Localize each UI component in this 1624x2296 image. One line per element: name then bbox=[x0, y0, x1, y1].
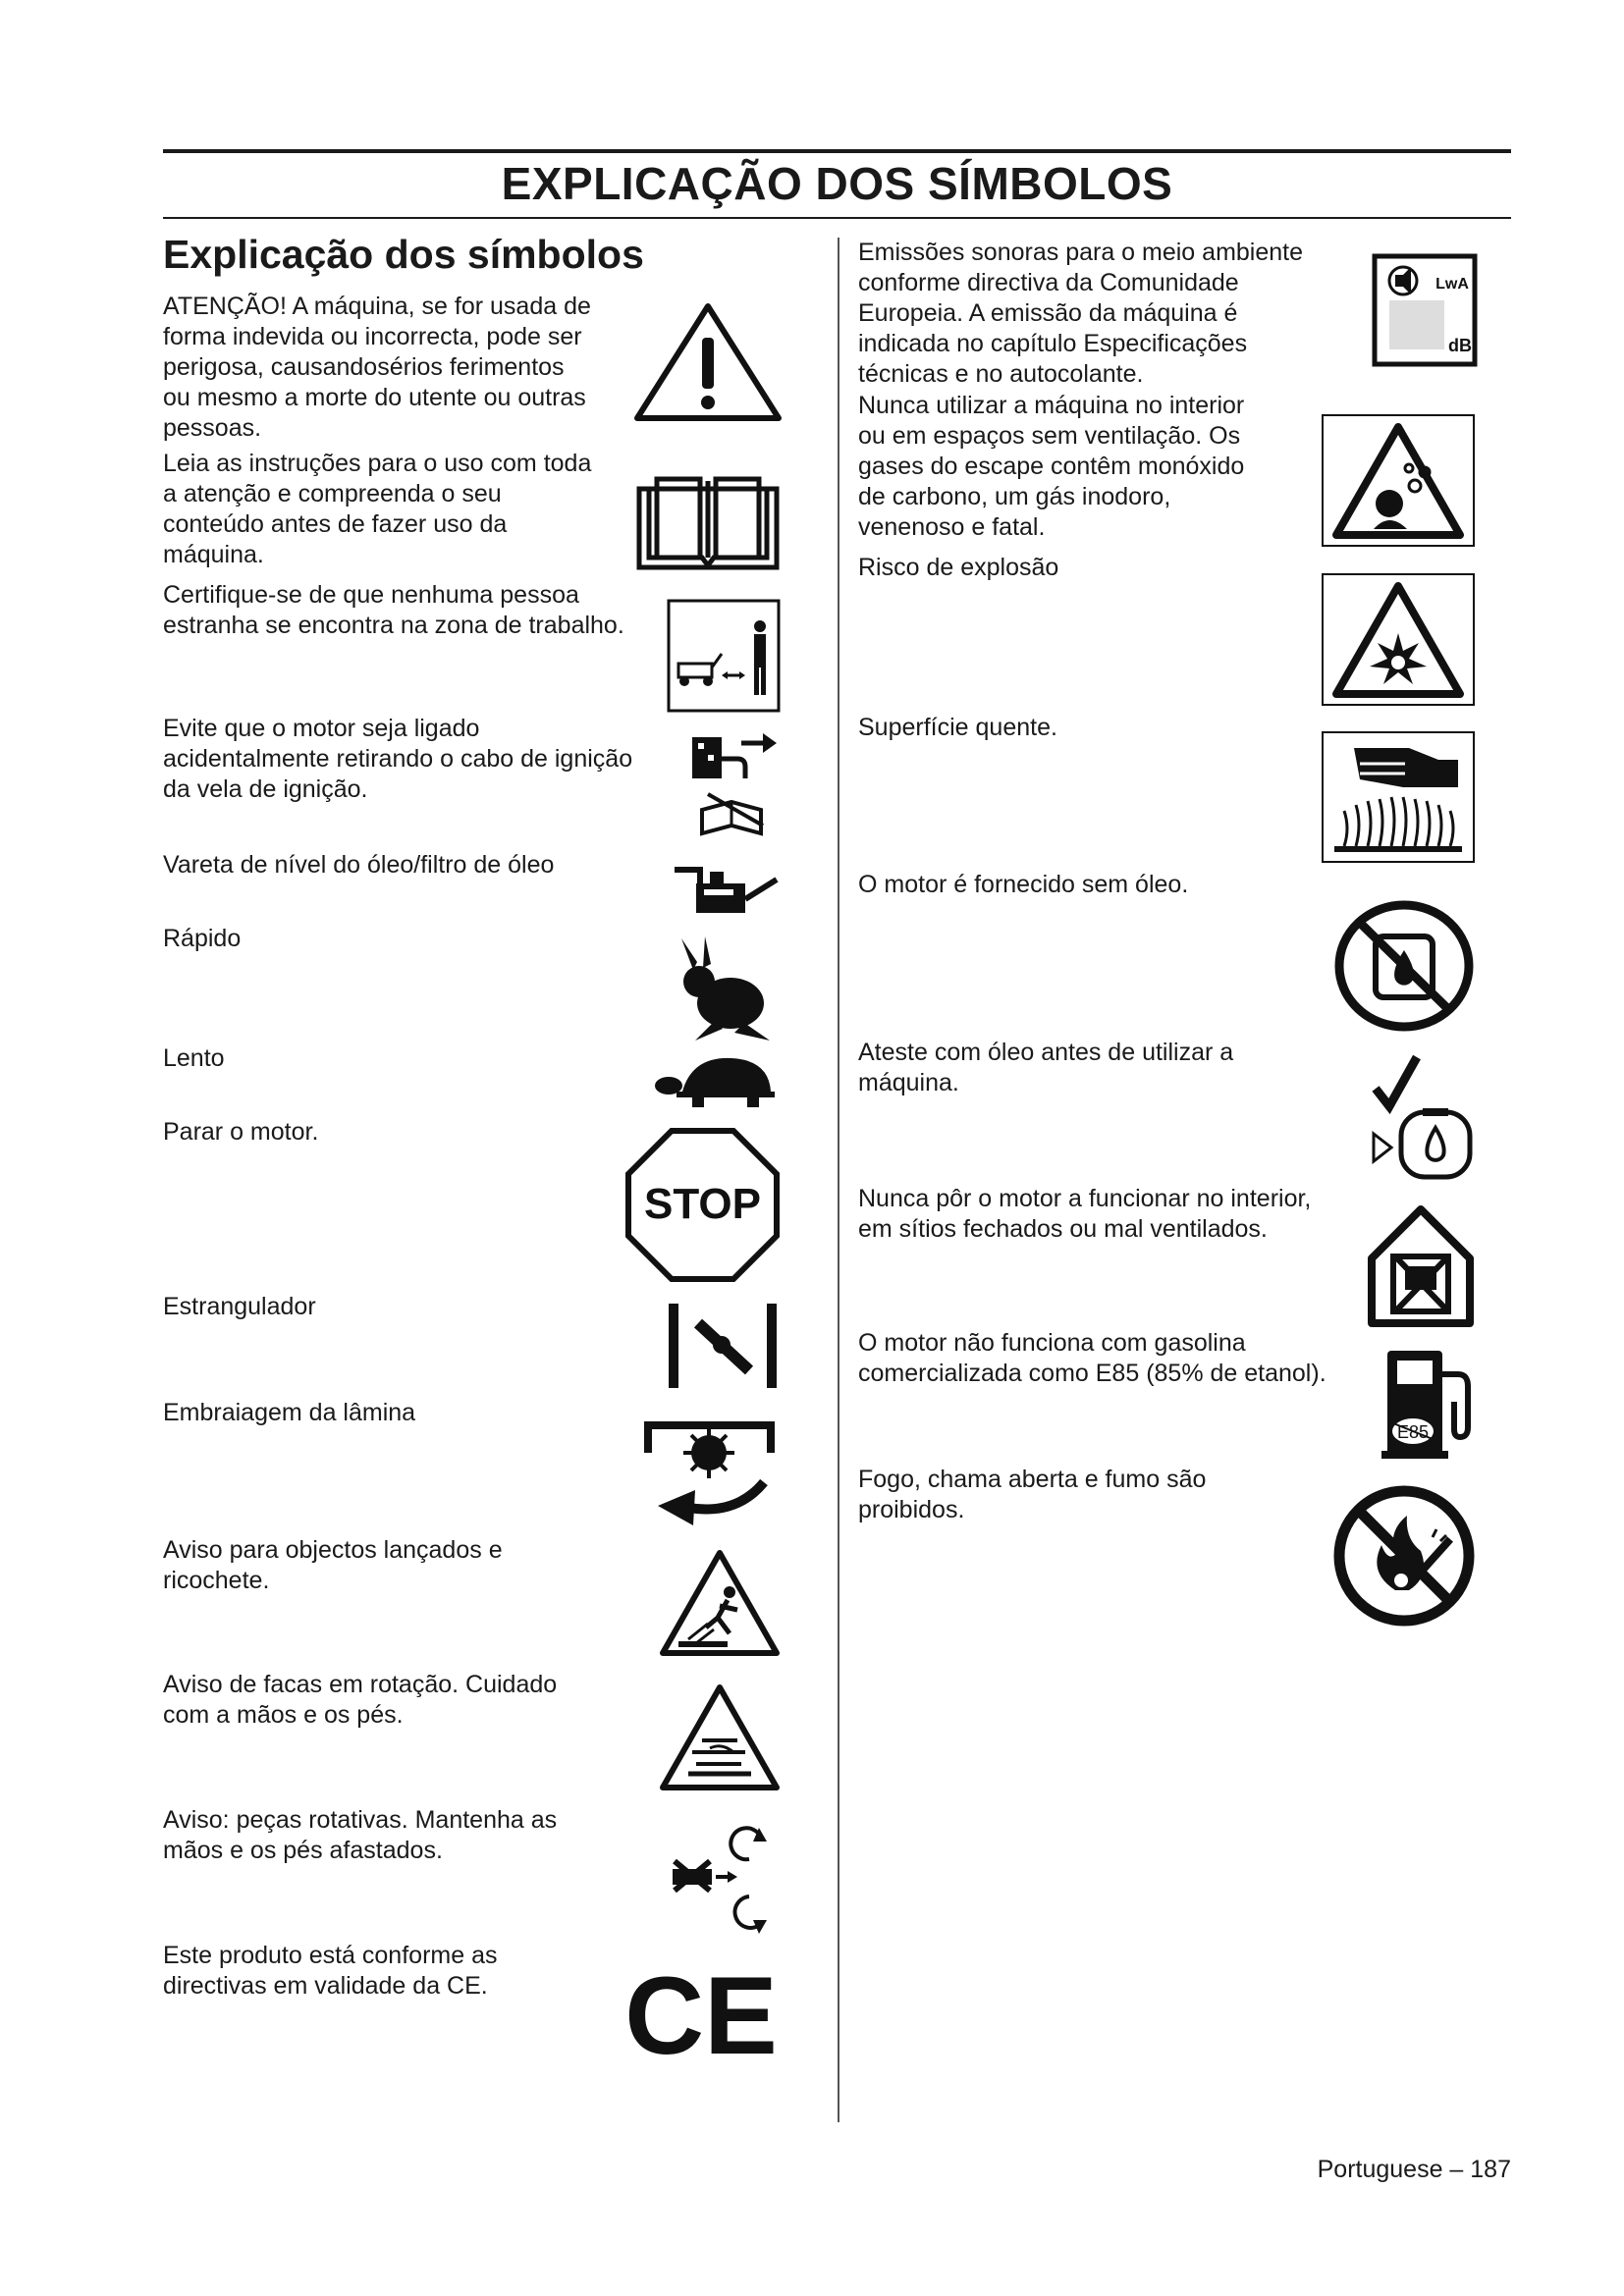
rotating-blades-icon bbox=[659, 1683, 781, 1791]
left-item-text: Leia as instruções para o uso com toda a atenção e compreenda o seu conteúdo antes de fazer uso da máquina. bbox=[163, 450, 592, 568]
hare-icon bbox=[676, 934, 781, 1044]
choke-icon bbox=[665, 1302, 781, 1390]
left-item-text: Evite que o motor seja ligado acidentalmente retirando o cabo de ignição da vela de ignição. bbox=[163, 715, 633, 803]
ce-mark-icon bbox=[623, 1953, 781, 2069]
no-oil-icon bbox=[1330, 897, 1478, 1035]
keep-distance-icon bbox=[667, 599, 781, 713]
oil-can-icon bbox=[671, 860, 781, 925]
ce-mark-label: CE bbox=[624, 1954, 778, 2069]
left-item-text: Certifique-se de que nenhuma pessoa estranha se encontra na zona de trabalho. bbox=[163, 581, 624, 639]
left-item-text: Aviso de facas em rotação. Cuidado com a mãos e os pés. bbox=[163, 1671, 558, 1729]
no-indoor-running-icon bbox=[1364, 1203, 1478, 1329]
tortoise-icon bbox=[653, 1052, 781, 1111]
left-item-text: Vareta de nível do óleo/filtro de óleo bbox=[163, 851, 555, 879]
top-rule bbox=[163, 149, 1511, 153]
right-item-text: Superfície quente. bbox=[858, 714, 1057, 741]
left-item-text: Rápido bbox=[163, 925, 242, 952]
rotating-parts-icon bbox=[663, 1822, 781, 1944]
noise-unit-label: dB bbox=[1448, 336, 1472, 355]
right-item-text: Fogo, chama aberta e fumo são proibidos. bbox=[858, 1466, 1207, 1523]
explosion-icon bbox=[1321, 572, 1476, 707]
right-item-text: Risco de explosão bbox=[858, 554, 1059, 581]
no-fire-icon bbox=[1330, 1482, 1478, 1629]
spark-plug-icon bbox=[682, 723, 781, 847]
left-item-text: Este produto está conforme as directivas em validade da CE. bbox=[163, 1942, 498, 2000]
blade-clutch-icon bbox=[638, 1414, 781, 1529]
page-footer: Portuguese – 187 bbox=[1317, 2156, 1511, 2183]
stop-sign-label: STOP bbox=[643, 1180, 762, 1228]
warning-triangle-icon bbox=[631, 300, 785, 423]
no-e85-icon bbox=[1380, 1345, 1478, 1461]
section-heading: Explicação dos símbolos bbox=[163, 232, 644, 277]
left-item-text: Parar o motor. bbox=[163, 1118, 319, 1146]
right-item-text: Nunca pôr o motor a funcionar no interior, em sítios fechados ou mal ventilados. bbox=[858, 1185, 1312, 1243]
right-item-text: Nunca utilizar a máquina no interior ou em espaços sem ventilação. Os gases do escape contêm monóxido de carbono, um gás inodoro, venenoso e fatal. bbox=[858, 392, 1245, 541]
fill-oil-icon bbox=[1368, 1053, 1478, 1183]
left-item-text: Estrangulador bbox=[163, 1293, 316, 1320]
left-item-text: Aviso: peças rotativas. Mantenha as mãos e os pés afastados. bbox=[163, 1806, 558, 1864]
page-title: EXPLICAÇÃO DOS SÍMBOLOS bbox=[501, 158, 1173, 209]
e85-label: E85 bbox=[1396, 1422, 1430, 1442]
left-item-text: Lento bbox=[163, 1044, 225, 1072]
manual-book-icon bbox=[635, 467, 781, 571]
right-item-text: O motor não funciona com gasolina comercializada como E85 (85% de etanol). bbox=[858, 1329, 1326, 1387]
stop-sign-icon bbox=[624, 1127, 781, 1283]
left-item-text: Embraiagem da lâmina bbox=[163, 1399, 416, 1426]
left-item-text: ATENÇÃO! A máquina, se for usada de forma indevida ou incorrecta, pode ser perigosa, causandosérios ferimentos ou mesmo a morte do utente ou outras pessoas. bbox=[163, 293, 591, 442]
column-divider bbox=[838, 238, 839, 2122]
right-item-text: O motor é fornecido sem óleo. bbox=[858, 871, 1189, 898]
toxic-gas-icon bbox=[1321, 413, 1476, 548]
hot-surface-icon bbox=[1321, 730, 1476, 864]
title-underline bbox=[163, 217, 1511, 219]
right-item-text: Ateste com óleo antes de utilizar a máquina. bbox=[858, 1039, 1234, 1096]
thrown-objects-icon bbox=[659, 1549, 781, 1657]
left-item-text: Aviso para objectos lançados e ricochete. bbox=[163, 1536, 503, 1594]
right-item-text: Emissões sonoras para o meio ambiente conforme directiva da Comunidade Europeia. A emissão da máquina é indicada no capítulo Especificações técnicas e no autocolante. bbox=[858, 239, 1304, 388]
noise-emission-icon bbox=[1372, 253, 1478, 367]
noise-level-label: LwA bbox=[1435, 276, 1469, 293]
